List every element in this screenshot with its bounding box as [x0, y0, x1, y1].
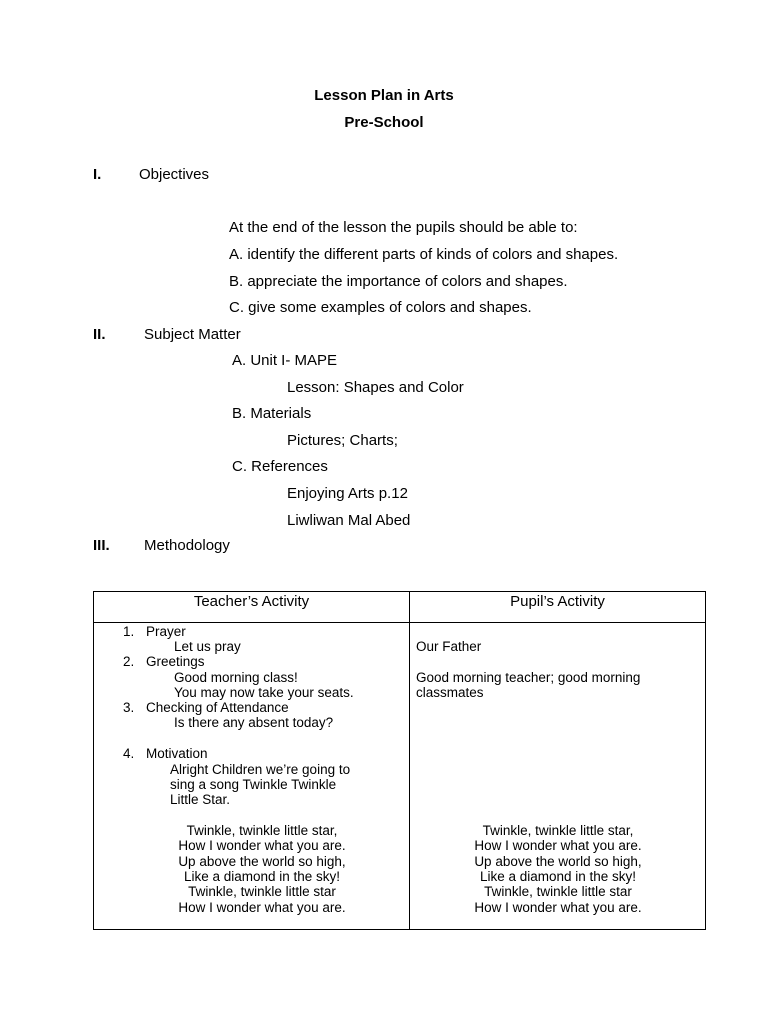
activity-line: Little Star.	[170, 792, 231, 807]
teacher-poem-line: Twinkle, twinkle little star	[188, 884, 336, 899]
objectives-intro: At the end of the lesson the pupils should be able to:	[229, 219, 578, 236]
teacher-poem-line: Twinkle, twinkle little star,	[186, 823, 338, 838]
activity-line: Is there any absent today?	[174, 715, 334, 730]
teacher-activity-cell	[94, 623, 410, 930]
activity-line: Alright Children we’re going to	[170, 762, 351, 777]
activity-table	[93, 591, 706, 930]
subject-materials: Pictures; Charts;	[287, 432, 398, 449]
list-number: 3.	[123, 700, 135, 715]
subject-references-label: C. References	[232, 458, 328, 475]
section-numeral-objectives: I.	[93, 166, 102, 183]
section-numeral-subject-matter: II.	[93, 326, 106, 343]
list-number: 2.	[123, 654, 135, 669]
list-number: 4.	[123, 746, 135, 761]
document-title: Lesson Plan in Arts	[314, 87, 454, 104]
subject-unit: A. Unit I- MAPE	[232, 352, 338, 369]
table-row	[94, 623, 706, 930]
section-heading-methodology: Methodology	[144, 537, 230, 554]
teacher-poem-line: How I wonder what you are.	[178, 900, 346, 915]
objective-item: A. identify the different parts of kinds of colors and shapes.	[229, 246, 619, 263]
section-heading-subject-matter: Subject Matter	[144, 326, 241, 343]
teacher-poem-line: How I wonder what you are.	[178, 838, 346, 853]
list-number: 1.	[123, 624, 135, 639]
activity-line: sing a song Twinkle Twinkle	[170, 777, 337, 792]
pupil-poem-line: How I wonder what you are.	[474, 838, 642, 853]
pupil-poem-line: How I wonder what you are.	[474, 900, 642, 915]
pupil-poem-line: Like a diamond in the sky!	[479, 869, 637, 884]
activity-motivation: Motivation	[146, 746, 208, 761]
teacher-activity-header: Teacher’s Activity	[94, 592, 410, 623]
pupil-poem-line: Twinkle, twinkle little star,	[482, 823, 634, 838]
activity-attendance: Checking of Attendance	[146, 700, 289, 715]
document-subtitle: Pre-School	[344, 114, 424, 131]
subject-reference: Liwliwan Mal Abed	[287, 512, 411, 529]
pupil-activity-header: Pupil’s Activity	[410, 592, 706, 623]
subject-reference: Enjoying Arts p.12	[287, 485, 408, 502]
pupil-response: Our Father	[416, 639, 482, 654]
pupil-activity-cell	[410, 623, 706, 930]
activity-greetings: Greetings	[146, 654, 205, 669]
subject-lesson: Lesson: Shapes and Color	[287, 379, 464, 396]
teacher-poem-line: Like a diamond in the sky!	[183, 869, 341, 884]
objective-item: C. give some examples of colors and shapes.	[229, 299, 532, 316]
objective-item: B. appreciate the importance of colors and shapes.	[229, 273, 568, 290]
section-heading-objectives: Objectives	[139, 166, 210, 183]
pupil-response: Good morning teacher; good morning	[416, 670, 641, 685]
pupil-poem-line: Up above the world so high,	[474, 854, 642, 869]
activity-line: You may now take your seats.	[174, 685, 354, 700]
teacher-poem-line: Up above the world so high,	[178, 854, 346, 869]
activity-line: Good morning class!	[174, 670, 298, 685]
table-header-row	[94, 592, 706, 623]
activity-prayer: Prayer	[146, 624, 186, 639]
pupil-response: classmates	[416, 685, 484, 700]
subject-materials-label: B. Materials	[232, 405, 312, 422]
activity-line: Let us pray	[174, 639, 241, 654]
section-numeral-methodology: III.	[93, 537, 110, 554]
pupil-poem-line: Twinkle, twinkle little star	[484, 884, 632, 899]
